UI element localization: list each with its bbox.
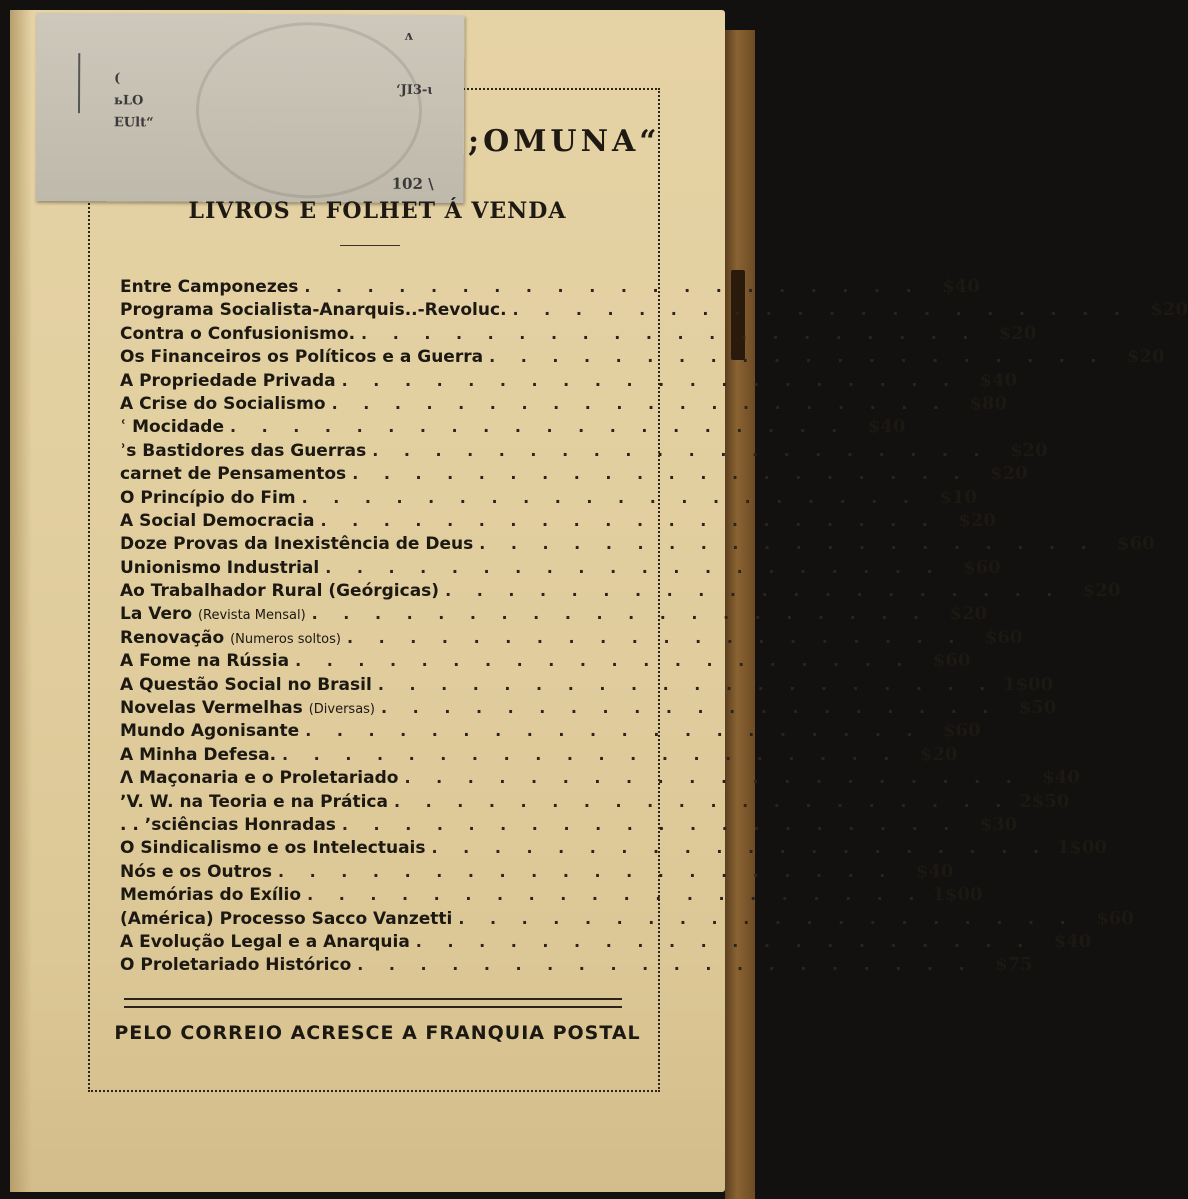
leader-dots: . . . . . . . . . . . . . . . . . . . . [277, 861, 896, 881]
book-price: $20 [1126, 346, 1165, 368]
book-title [120, 277, 298, 297]
leader-dots: . . . . . . . . . . . . . . . . . . . . [282, 744, 900, 764]
book-title-text: O Princípio do Fim [120, 487, 296, 508]
book-title-text: Memórias do Exílio [120, 885, 302, 906]
book-title-text: Unionismo Industrial [120, 557, 320, 578]
book-title-text: O Proletariado Histórico [120, 955, 352, 976]
book-title-text: ʿ Mocidade [120, 417, 224, 438]
book-title [120, 464, 346, 484]
book-price: $20 [990, 463, 1028, 485]
book-title [120, 792, 388, 812]
list-item [120, 486, 977, 510]
book-title [120, 768, 398, 788]
book-title-text: ʾs Bastidores das Guerras [120, 440, 367, 461]
book-title [120, 862, 272, 882]
list-item [120, 603, 988, 626]
page-shadow-edge [10, 10, 32, 1192]
book-price: 1$00 [932, 884, 983, 906]
list-item [120, 697, 1057, 720]
book-title-text: A Crise do Socialismo [120, 393, 326, 414]
leader-dots: . . . . . . . . . . . . . . . . . . . . [431, 838, 1049, 858]
list-item [120, 954, 1033, 977]
leader-dots: . . . . . . . . . . . . . . . . . . . . [381, 698, 999, 718]
leader-dots: . . . . . . . . . . . . . . . . . . . . [352, 464, 970, 484]
book-title-text: (América) Processo Sacco Vanzetti [120, 908, 453, 929]
book-title [120, 417, 224, 437]
book-title-text: Nós e os Outros [120, 861, 272, 882]
book-title-text: ʼV. W. na Teoria e na Prática [120, 791, 388, 812]
book-price: $20 [1010, 439, 1048, 461]
book-price: $20 [1082, 580, 1121, 602]
leader-dots: . . . . . . . . . . . . . . . . . . . . [479, 534, 1097, 554]
tag-text-4: ʌ [404, 28, 413, 44]
book-title [120, 909, 452, 929]
leader-dots: . . . . . . . . . . . . . . . . . . . . [325, 557, 943, 577]
leader-dots: . . . . . . . . . . . . . . . . . . . . [320, 510, 938, 530]
book-title [120, 371, 336, 391]
leader-dots: . . . . . . . . . . . . . . . . . . . . [489, 347, 1107, 367]
double-divider [124, 998, 622, 1008]
list-item [120, 276, 980, 299]
list-item [120, 580, 1121, 603]
book-price: 1$00 [1056, 837, 1107, 859]
book-price: $20 [998, 322, 1037, 344]
book-title-text: Novelas Vermelhas [120, 698, 303, 719]
book-price: $30 [979, 813, 1018, 835]
tag-text-2: ьLO [113, 93, 144, 109]
list-item [120, 463, 1028, 486]
leader-dots: . . . . . . . . . . . . . . . . . . . . [341, 814, 960, 834]
leader-dots: . . . . . . . . . . . . . . . . . . . . [304, 277, 922, 296]
leader-dots: . . . . . . . . . . . . . . . . . . . . [445, 581, 1063, 601]
book-price: $40 [867, 416, 906, 438]
book-price: 2$50 [1019, 790, 1070, 812]
leader-dots: . . . . . . . . . . . . . . . . . . . . [311, 604, 930, 624]
book-title [120, 558, 319, 578]
book-price: $20 [949, 603, 988, 625]
library-stamp [196, 22, 423, 199]
leader-dots: . . . . . . . . . . . . . . . . . . . . [458, 908, 1076, 928]
tag-marker [78, 53, 80, 113]
book-price: $60 [1096, 907, 1134, 929]
list-item [120, 556, 1001, 580]
book-title-text: сarnet de Pensamentos [120, 464, 347, 485]
book-title [120, 745, 276, 765]
leader-dots: . . . . . . . . . . . . . . . . . . . . [415, 931, 1034, 951]
leader-dots: . . . . . . . . . . . . . . . . . . . . [361, 323, 979, 343]
book-title [120, 488, 296, 508]
list-item [120, 392, 1007, 416]
postage-note: PELO CORREIO ACRESCE A FRANQUIA POSTAL [114, 1022, 641, 1044]
book-price: $60 [1117, 533, 1155, 555]
list-item [120, 930, 1092, 954]
book-title-text: A Social Democracia [120, 510, 315, 531]
book-title [120, 651, 289, 671]
list-item [120, 650, 971, 673]
short-divider [340, 245, 400, 246]
book-price: 1$00 [1003, 673, 1054, 695]
leader-dots: . . . . . . . . . . . . . . . . . . . . [404, 768, 1022, 788]
book-title-text: A Questão Social no Brasil [120, 674, 372, 695]
book-title [120, 394, 326, 414]
leader-dots: . . . . . . . . . . . . . . . . . . . . [372, 440, 990, 460]
book-price: $20 [919, 743, 958, 765]
book-title-text: La Vero [120, 604, 193, 625]
list-item [120, 860, 954, 884]
list-item [120, 533, 1155, 556]
list-item [120, 720, 981, 743]
book-price: $60 [932, 650, 971, 672]
list-item [120, 743, 958, 767]
book-title-text: Doze Provas da Inexistência de Deus [120, 534, 474, 555]
book-title-text: Ʌ Maçonaria e o Proletariado [120, 768, 399, 789]
book-title-text: A Fome na Rússia [120, 651, 290, 672]
leader-dots: . . . . . . . . . . . . . . . . . . . . [393, 791, 1012, 811]
book-title [120, 955, 351, 975]
book-price: $40 [1042, 767, 1080, 789]
book-title [120, 698, 375, 718]
list-item [120, 369, 1018, 393]
book-title-text: Contra o Confusionismo. [120, 323, 356, 344]
tag-text-5: ‘JI3-ɩ [396, 82, 433, 98]
leader-dots: . . . . . . . . . . . . . . . . . . . . [512, 300, 1130, 320]
leader-dots: . . . . . . . . . . . . . . . . . . . . [295, 651, 913, 671]
list-item [120, 439, 1048, 463]
list-item [120, 322, 1037, 346]
book-title [120, 628, 341, 648]
book-title [120, 838, 426, 858]
book-title [120, 604, 306, 624]
book-price: $50 [1018, 697, 1057, 719]
book-title [120, 441, 366, 461]
list-item [120, 767, 1080, 790]
book-price: $40 [915, 860, 954, 882]
leader-dots: . . . . . . . . . . . . . . . . . . . . [341, 370, 960, 390]
book-note: (Revista Mensal) [197, 608, 306, 624]
book-title [120, 721, 299, 741]
book-title [120, 581, 439, 601]
book-price: $60 [943, 720, 981, 742]
leader-dots: . . . . . . . . . . . . . . . . . . . . [357, 955, 975, 975]
book-title-text: Entre Camponezes [120, 277, 299, 297]
list-item [120, 837, 1107, 860]
book-title [120, 885, 301, 905]
book-title-text: A Propriedade Privada [120, 370, 336, 391]
book-title-text: . . ʼsciências Honradas [120, 814, 336, 835]
book-price: $80 [969, 392, 1007, 414]
publisher-title: ;OMUNA“ [468, 124, 661, 159]
book-title [120, 300, 507, 320]
book-title [120, 324, 355, 344]
book-note: (Diversas) [308, 702, 376, 718]
book-price: $40 [1053, 930, 1092, 952]
book-title-text: Mundo Agonisante [120, 721, 300, 742]
book-price-list [120, 276, 1188, 978]
list-item [120, 907, 1134, 931]
list-item [120, 884, 983, 907]
book-price: $60 [963, 556, 1001, 578]
list-item [120, 673, 1054, 697]
book-title [120, 347, 483, 367]
list-item [120, 813, 1018, 837]
list-item [120, 626, 1023, 650]
list-item [120, 416, 906, 439]
tag-text-3: ЕUlt“ [113, 115, 154, 131]
paper-label-tag [36, 13, 465, 203]
book-title [120, 932, 410, 952]
book-title [120, 675, 372, 695]
book-price: $40 [979, 369, 1018, 391]
list-item [120, 790, 1070, 814]
book-title-text: A Evolução Legal e a Anarquia [120, 931, 410, 952]
book-price: $40 [942, 276, 980, 297]
book-title-text: Os Financeiros os Políticos e a Guerra [120, 347, 484, 368]
list-item [120, 299, 1188, 322]
leader-dots: . . . . . . . . . . . . . . . . . . . . [377, 674, 996, 694]
list-item [120, 346, 1165, 369]
book-title [120, 534, 473, 554]
book-price: $20 [1150, 299, 1188, 321]
book-title-text: Renovação [120, 627, 225, 648]
book-title-text: Programa Socialista-Anarquis..-Revoluc. [120, 300, 507, 321]
book-title [120, 815, 336, 835]
tag-text-1: ( [114, 71, 121, 87]
book-price: $20 [958, 509, 996, 531]
leader-dots: . . . . . . . . . . . . . . . . . . . . [307, 885, 925, 905]
book-price: $75 [995, 954, 1033, 976]
leader-dots: . . . . . . . . . . . . . . . . . . . . [305, 721, 923, 741]
book-price: $10 [939, 486, 977, 508]
page-subtitle: LIVROS E FOLHET Á VENDA [188, 198, 567, 224]
leader-dots: . . . . . . . . . . . . . . . . . . . . [229, 417, 848, 437]
leader-dots: . . . . . . . . . . . . . . . . . . . . [331, 393, 949, 413]
book-title-text: Ao Trabalhador Rural (Geórgicas) [120, 581, 440, 602]
book-title-text: O Sindicalismo e os Intelectuais [120, 838, 426, 859]
leader-dots: . . . . . . . . . . . . . . . . . . . . [301, 487, 919, 507]
book-title-text: A Minha Defesa. [120, 744, 277, 765]
tag-text-6: 102 \ [391, 174, 434, 193]
leader-dots: . . . . . . . . . . . . . . . . . . . . [346, 627, 965, 647]
book-note: (Numeros soltos) [230, 631, 341, 647]
book-price: $60 [984, 626, 1023, 648]
book-title [120, 511, 314, 531]
list-item [120, 509, 996, 533]
